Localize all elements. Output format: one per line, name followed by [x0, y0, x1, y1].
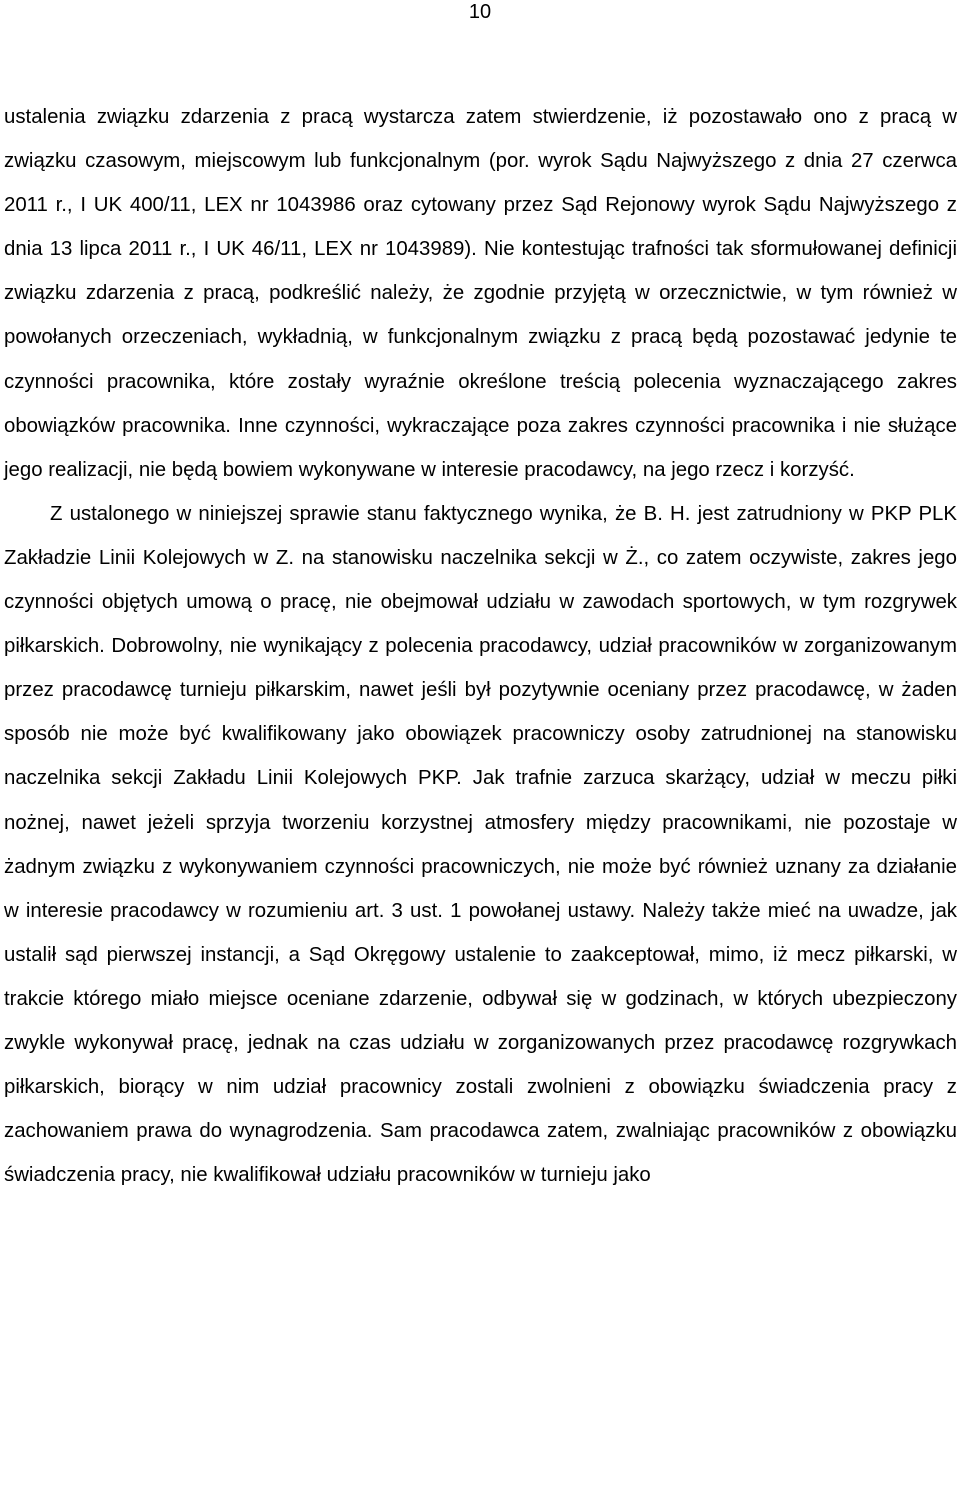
paragraph: Z ustalonego w niniejszej sprawie stanu faktycznego wynika, że B. H. jest zatrudniony w PKP PLK Zakładzie Linii Kolejowych w Z. na stanowisku naczelnika sekcji w Ż., co zatem oczywiste, zakres jego czynności objętych umową o pracę, nie obejmował udziału w zawodach sportowych, w tym rozgrywek piłkarskich. Dobrowolny, nie wynikający z polecenia pracodawcy, udział pracowników w zorganizowanym przez pracodawcę turnieju piłkarskim, nawet jeśli był pozytywnie oceniany przez pracodawcę, w żaden sposób nie może być kwalifikowany jako obowiązek pracowniczy osoby zatrudnionej na stanowisku naczelnika sekcji Zakładu Linii Kolejowych PKP. Jak trafnie zarzuca skarżący, udział w meczu piłki nożnej, nawet jeżeli sprzyja tworzeniu korzystnej atmosfery między pracownikami, nie pozostaje w żadnym związku z wykonywaniem czynności pracowniczych, nie może być również uznany za działanie w interesie pracodawcy w rozumieniu art. 3 ust. 1 powołanej ustawy. Należy także mieć na uwadze, jak ustalił sąd pierwszej instancji, a Sąd Okręgowy ustalenie to zaakceptował, mimo, iż mecz piłkarski, w trakcie którego miało miejsce oceniane zdarzenie, odbywał się w godzinach, w których ubezpieczony zwykle wykonywał pracę, jednak na czas udziału w zorganizowanych przez pracodawcę rozgrywkach piłkarskich, biorący w nim udział pracownicy zostali zwolnieni z obowiązku świadczenia pracy z zachowaniem prawa do wynagrodzenia. Sam pracodawca zatem, zwalniając pracowników z obowiązku świadczenia pracy, nie kwalifikował udziału pracowników w turnieju jako — [4, 502, 957, 1187]
page-number: 10 — [468, 1, 492, 23]
document-body — [4, 95, 957, 1197]
paragraph: ustalenia związku zdarzenia z pracą wystarcza zatem stwierdzenie, iż pozostawało ono z pracą w związku czasowym, miejscowym lub funkcjonalnym (por. wyrok Sądu Najwyższego z dnia 27 czerwca 2011 r., I UK 400/11, LEX nr 1043986 oraz cytowany przez Sąd Rejonowy wyrok Sądu Najwyższego z dnia 13 lipca 2011 r., I UK 46/11, LEX nr 1043989). Nie kontestując trafności tak sformułowanej definicji związku zdarzenia z pracą, podkreślić należy, że zgodnie przyjętą w orzecznictwie, w tym również w powołanych orzeczeniach, wykładnią, w funkcjonalnym związku z pracą będą pozostawać jedynie te czynności pracownika, które zostały wyraźnie określone treścią polecenia wyznaczającego zakres obowiązków pracownika. Inne czynności, wykraczające poza zakres czynności pracownika i nie służące jego realizacji, nie będą bowiem wykonywane w interesie pracodawcy, na jego rzecz i korzyść. — [4, 106, 957, 481]
